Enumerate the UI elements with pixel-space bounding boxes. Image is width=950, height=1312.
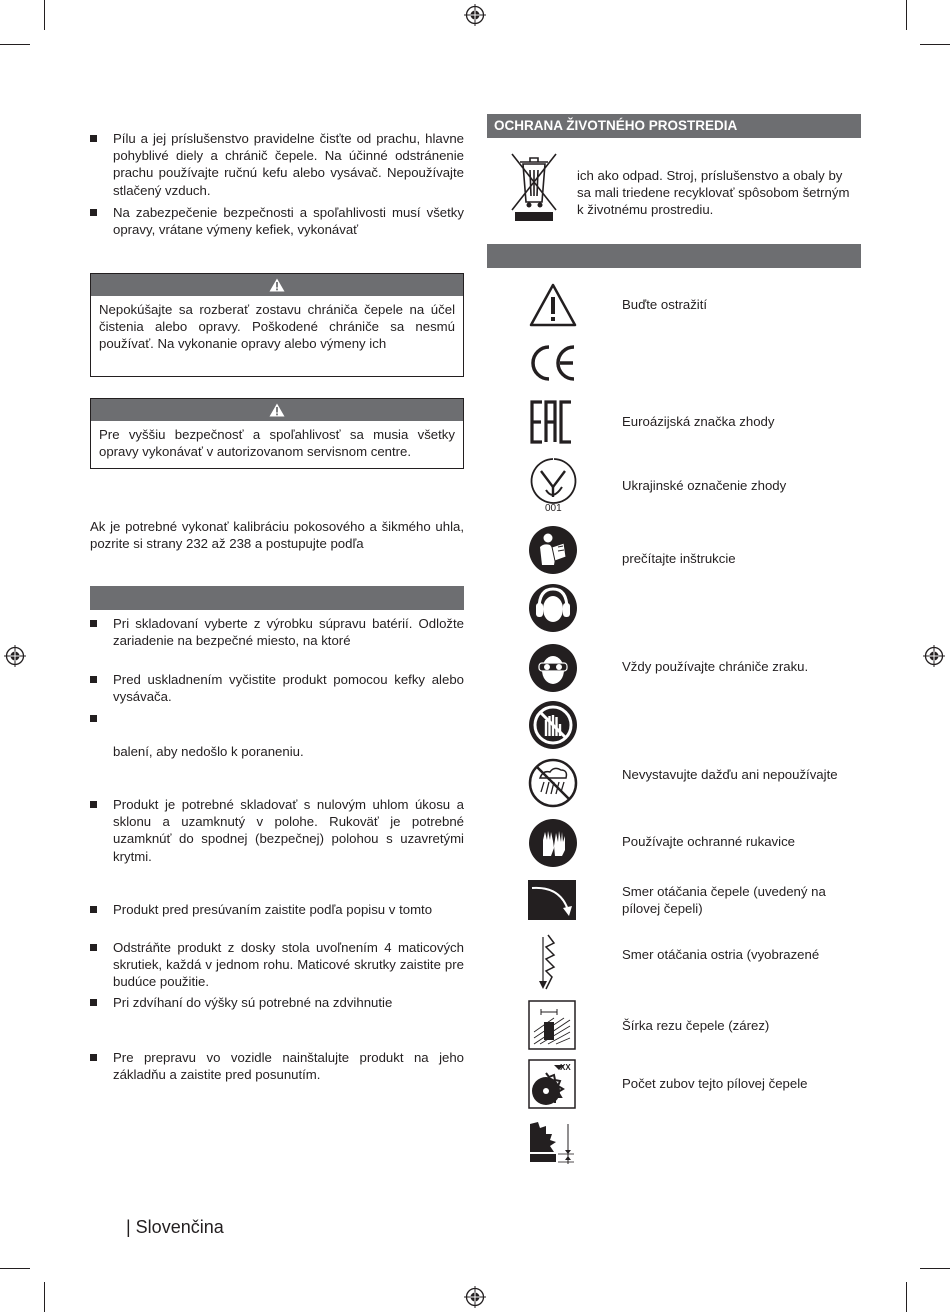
symbol-label: Smer otáčania čepele (uvedený na pílovej čepeli) xyxy=(622,884,826,917)
no-rain-icon xyxy=(528,758,578,808)
bullet-square xyxy=(90,715,97,722)
environment-text: ich ako odpad. Stroj, príslušenstvo a obaly by sa mali triedene recyklovať spôsobom šetrným k životnému prostrediu. xyxy=(577,168,850,218)
registration-mark-icon xyxy=(4,645,26,667)
bullet-square xyxy=(90,801,97,808)
crop-mark xyxy=(44,0,45,30)
crop-mark xyxy=(906,0,907,30)
warning-triangle-icon xyxy=(528,282,578,328)
crop-mark xyxy=(0,44,30,45)
list-item-text: Pri zdvíhaní do výšky sú potrebné na zdvihnutie xyxy=(113,995,393,1010)
list-item xyxy=(90,939,464,991)
ear-protection-icon xyxy=(528,583,578,633)
bullet-square xyxy=(90,999,97,1006)
list-item-text: balení, aby nedošlo k poraneniu. xyxy=(113,744,304,759)
environment-header xyxy=(487,114,861,138)
bullet-square xyxy=(90,620,97,627)
warning-box xyxy=(90,398,464,469)
symbol-label: Používajte ochranné rukavice xyxy=(622,834,796,849)
list-item-text: Odstráňte produkt z dosky stola uvoľnením 4 maticových skrutiek, každá v jednom rohu. Maticové skrutky zaistite pre budúce použitie. xyxy=(113,940,464,990)
registration-mark-icon xyxy=(923,645,945,667)
warning-text: Nepokúšajte sa rozberať zostavu chrániča čepele na účel čistenia alebo opravy. Poškodené chrániče sa nesmú používať. Na vykonanie opravy alebo výmeny ich xyxy=(99,302,455,352)
crossed-bin-icon xyxy=(508,150,560,224)
crop-mark xyxy=(920,44,950,45)
bullet-square xyxy=(90,906,97,913)
bullet-square xyxy=(90,135,97,142)
warning-triangle-icon xyxy=(269,278,285,292)
warning-header xyxy=(91,274,463,296)
bullet-square xyxy=(90,1054,97,1061)
warning-header xyxy=(91,399,463,421)
warning-triangle-icon xyxy=(269,403,285,417)
list-item-text: Pri skladovaní vyberte z výrobku súpravu batérií. Odložte zariadenie na bezpečné miesto, na ktoré xyxy=(113,616,464,649)
blade-thickness-icon xyxy=(528,1120,576,1166)
eye-protection-icon xyxy=(528,643,578,693)
ce-mark-icon xyxy=(528,343,578,383)
symbol-label: Počet zubov tejto pílovej čepele xyxy=(622,1076,808,1091)
list-item xyxy=(90,1049,464,1083)
bullet-square xyxy=(90,944,97,951)
list-item xyxy=(90,130,464,199)
symbol-label: Smer otáčania ostria (vyobrazené xyxy=(622,947,820,962)
no-hands-icon xyxy=(528,700,578,750)
symbol-label: prečítajte inštrukcie xyxy=(622,551,736,566)
bullet-square xyxy=(90,676,97,683)
tooth-direction-icon xyxy=(528,933,568,991)
list-item-text: Produkt pred presúvaním zaistite podľa popisu v tomto xyxy=(113,902,433,917)
list-item xyxy=(90,901,464,918)
ukraine-code: 001 xyxy=(545,503,562,514)
registration-mark-icon xyxy=(464,4,486,26)
list-item xyxy=(90,671,464,705)
calibration-paragraph: Ak je potrebné vykonať kalibráciu pokosového a šikmého uhla, pozrite si strany 232 až 238 a postupujte podľa xyxy=(90,519,464,552)
list-item xyxy=(90,615,464,649)
read-manual-icon xyxy=(528,525,578,575)
section-header-bar xyxy=(90,586,464,610)
eac-mark-icon xyxy=(528,400,576,444)
bullet-square xyxy=(90,209,97,216)
teeth-count-code: XX xyxy=(560,1063,571,1072)
symbol-label: Euroázijská značka zhody xyxy=(622,414,775,429)
symbol-label: Ukrajinské označenie zhody xyxy=(622,478,787,493)
crop-mark xyxy=(906,1282,907,1312)
list-item xyxy=(90,994,464,1011)
list-item-text: Pre prepravu vo vozidle nainštalujte produkt na jeho základňu a zaistite pred posunutím. xyxy=(113,1050,464,1083)
blade-rotation-icon xyxy=(528,880,576,920)
crop-mark xyxy=(0,1268,30,1269)
crop-mark xyxy=(44,1282,45,1312)
symbol-label: Nevystavujte dažďu ani nepoužívajte xyxy=(622,767,838,782)
list-item-text: Na zabezpečenie bezpečnosti a spoľahlivosti musí všetky opravy, vrátane výmeny kefiek, vykonávať xyxy=(113,205,464,238)
crop-mark xyxy=(920,1268,950,1269)
list-item-text: Pílu a jej príslušenstvo pravidelne čisťte od prachu, hlavne pohyblivé diely a chránič čepele. Na účinné odstránenie prachu používajte ručnú kefu alebo vysávač. Nepoužívajte stlačený vzduch. xyxy=(113,131,464,198)
environment-title: OCHRANA ŽIVOTNÉHO PROSTREDIA xyxy=(494,118,738,133)
warning-box xyxy=(90,273,464,377)
list-item xyxy=(90,204,464,238)
list-item-text: Produkt je potrebné skladovať s nulovým uhlom úkosu a sklonu a uzamknutý v polohe. Rukoväť je potrebné uzamknúť do spodnej (bezpečnej) polohou s uzavretými krytmi. xyxy=(113,797,464,864)
kerf-width-icon xyxy=(528,1000,576,1050)
footer-language: | Slovenčina xyxy=(126,1217,224,1237)
list-item xyxy=(90,796,464,865)
symbols-header-bar xyxy=(487,244,861,268)
list-item-text: Pred uskladnením vyčistite produkt pomocou kefky alebo vysávača. xyxy=(113,672,464,705)
warning-text: Pre vyššiu bezpečnosť a spoľahlivosť sa musia všetky opravy vykonávať v autorizovanom servisnom centre. xyxy=(99,427,455,460)
symbol-label: Buďte ostražití xyxy=(622,297,708,312)
symbol-label: Šírka rezu čepele (zárez) xyxy=(622,1018,770,1033)
registration-mark-icon xyxy=(464,1286,486,1308)
symbol-label: Vždy používajte chrániče zraku. xyxy=(622,659,809,674)
gloves-icon xyxy=(528,818,578,868)
